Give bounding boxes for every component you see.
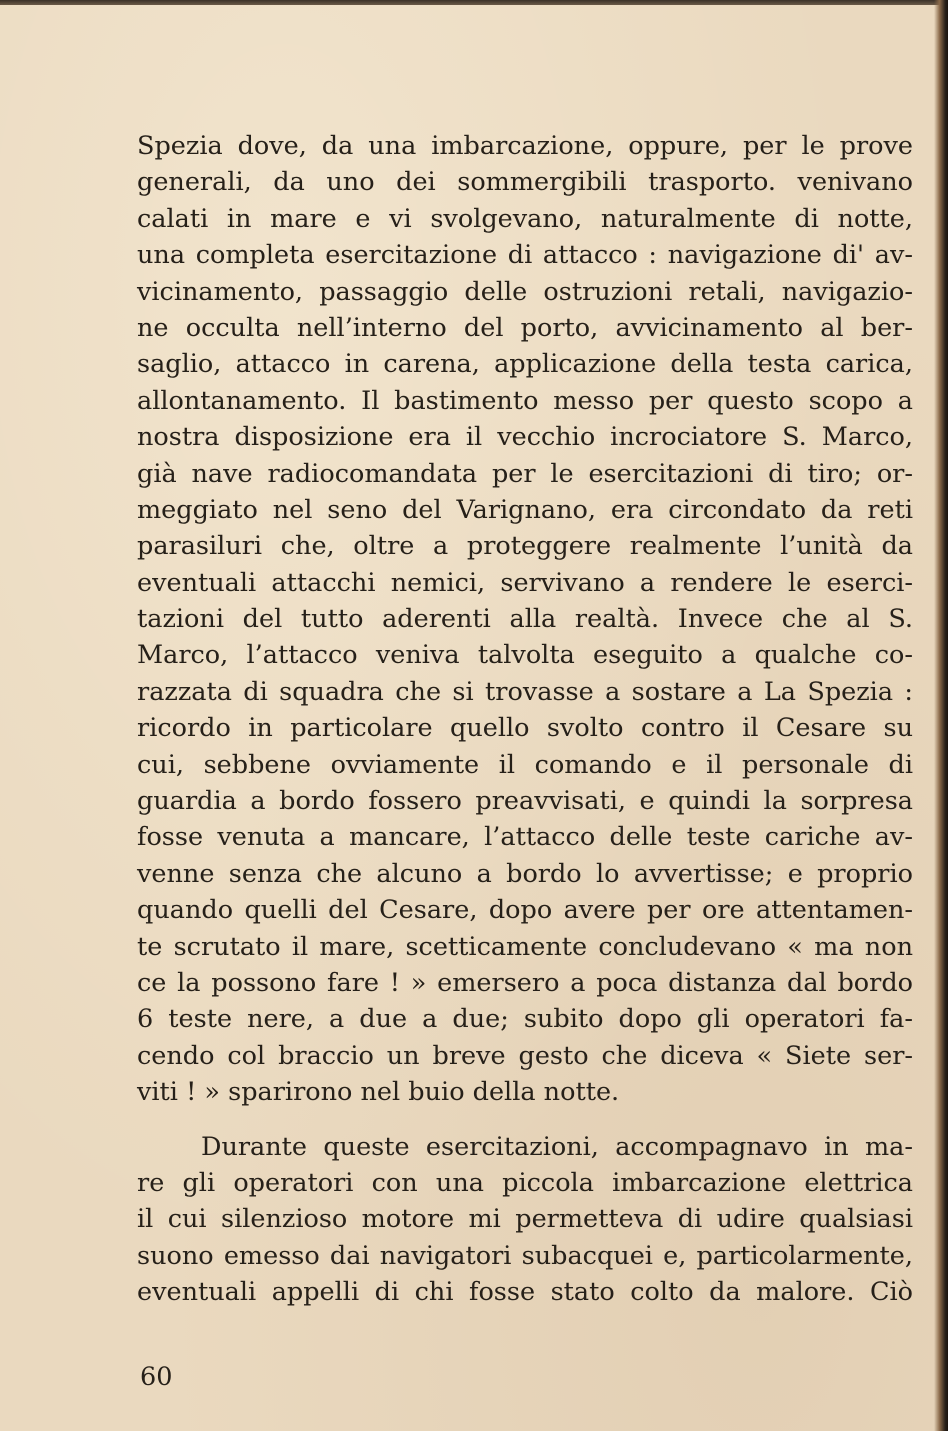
text-line: re gli operatori con una piccola imbarcazione elettrica: [137, 1167, 913, 1198]
paragraph-2: [137, 1129, 913, 1311]
text-line: viti ! » sparirono nel buio della notte.: [137, 1077, 620, 1108]
text-line: Marco, l’attacco veniva talvolta eseguito a qualche co-: [137, 640, 913, 671]
text-line: Spezia dove, da una imbarcazione, oppure, per le prove: [137, 131, 913, 161]
page-top-edge: [0, 0, 948, 5]
text-line: tazioni del tutto aderenti alla realtà. Invece che al S.: [137, 604, 913, 635]
text-line: nostra disposizione era il vecchio incrociatore S. Marco,: [137, 422, 913, 453]
text-line: il cui silenzioso motore mi permetteva di udire qualsiasi: [137, 1204, 913, 1235]
text-line: vicinamento, passaggio delle ostruzioni retali, navigazio-: [137, 276, 913, 307]
text-line: razzata di squadra che si trovasse a sostare a La Spezia :: [137, 676, 913, 707]
text-line: calati in mare e vi svolgevano, naturalmente di notte,: [137, 203, 913, 234]
text-line: eventuali attacchi nemici, servivano a rendere le eserci-: [137, 567, 913, 598]
text-line: generali, da uno dei sommergibili trasporto. venivano: [137, 167, 913, 198]
text-line: guardia a bordo fossero preavvisati, e quindi la sorpresa: [137, 786, 913, 817]
paragraph-gap: [137, 1111, 913, 1129]
text-line: ne occulta nell’interno del porto, avvicinamento al ber-: [137, 312, 913, 343]
text-line: ce la possono fare ! » emersero a poca distanza dal bordo: [137, 967, 913, 998]
text-line: suono emesso dai navigatori subacquei e, particolarmente,: [137, 1240, 913, 1271]
text-line: ricordo in particolare quello svolto contro il Cesare su: [137, 713, 913, 744]
text-line: cui, sebbene ovviamente il comando e il personale di: [137, 749, 913, 780]
text-line: quando quelli del Cesare, dopo avere per ore attentamen-: [137, 895, 913, 926]
text-line: Durante queste esercitazioni, accompagnavo in ma-: [201, 1131, 913, 1162]
text-line: parasiluri che, oltre a proteggere realmente l’unità da: [137, 531, 913, 562]
text-line: meggiato nel seno del Varignano, era circondato da reti: [137, 494, 913, 525]
text-line: fosse venuta a mancare, l’attacco delle teste cariche av-: [137, 822, 913, 853]
page-number: 60: [140, 1362, 173, 1392]
text-line: già nave radiocomandata per le esercitazioni di tiro; or-: [137, 458, 913, 489]
body-text: [137, 128, 913, 1311]
text-line: 6 teste nere, a due a due; subito dopo gli operatori fa-: [137, 1004, 913, 1035]
book-spine-shadow: [934, 0, 948, 1431]
text-line: eventuali appelli di chi fosse stato colto da malore. Ciò: [137, 1277, 913, 1308]
text-line: venne senza che alcuno a bordo lo avvertisse; e proprio: [137, 858, 913, 889]
text-line: allontanamento. Il bastimento messo per questo scopo a: [137, 385, 913, 416]
paragraph-1: [137, 128, 913, 1111]
text-line: saglio, attacco in carena, applicazione della testa carica,: [137, 349, 913, 380]
text-line: cendo col braccio un breve gesto che diceva « Siete ser-: [137, 1040, 913, 1071]
text-line: te scrutato il mare, scetticamente concludevano « ma non: [137, 931, 913, 962]
text-line: una completa esercitazione di attacco : navigazione di' av-: [137, 240, 913, 271]
